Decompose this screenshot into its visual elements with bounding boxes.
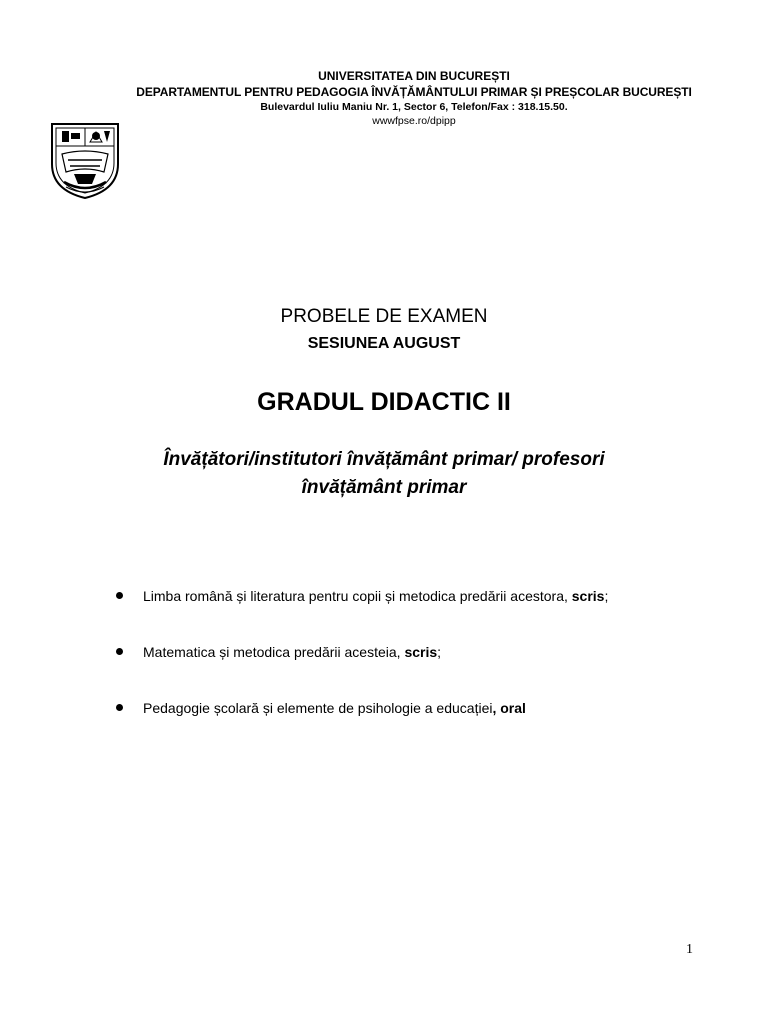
bullet-icon	[116, 648, 123, 655]
session-subtitle: SESIUNEA AUGUST	[307, 335, 461, 352]
exam-mode: , oral	[492, 700, 526, 716]
exam-mode: scris	[571, 588, 605, 604]
bullet-icon	[116, 592, 123, 599]
list-item	[116, 698, 608, 718]
website-link: wwwfpse.ro/dpipp	[372, 115, 456, 127]
audience-line-2: învățământ primar	[301, 477, 467, 498]
audience-line-1: Învățători/institutori învățământ primar/ profesori	[163, 449, 605, 470]
exam-list	[116, 586, 608, 754]
exam-title: PROBELE DE EXAMEN	[280, 306, 488, 327]
exam-subject: Matematica și metodica predării acesteia,	[143, 644, 405, 660]
list-item	[116, 586, 608, 606]
university-crest-icon	[44, 120, 126, 202]
list-item	[116, 642, 608, 662]
exam-subject: Limba română și literatura pentru copii și metodica predării acestora,	[143, 588, 572, 604]
document-header	[0, 68, 768, 128]
degree-heading: GRADUL DIDACTIC II	[257, 388, 511, 416]
department-name: DEPARTAMENTUL PENTRU PEDAGOGIA ÎNVĂȚĂMÂNTULUI PRIMAR ȘI PREȘCOLAR BUCUREȘTI	[136, 85, 692, 99]
exam-subject: Pedagogie școlară și elemente de psihologie a educației	[143, 700, 493, 716]
audience-description	[0, 446, 768, 502]
exam-suffix: ;	[604, 588, 609, 604]
page-number: 1	[686, 942, 693, 957]
address-line: Bulevardul Iuliu Maniu Nr. 1, Sector 6, Telefon/Fax : 318.15.50.	[260, 101, 568, 113]
exam-suffix: ;	[437, 644, 442, 660]
exam-mode: scris	[404, 644, 438, 660]
bullet-icon	[116, 704, 123, 711]
university-name: UNIVERSITATEA DIN BUCUREȘTI	[318, 69, 510, 83]
